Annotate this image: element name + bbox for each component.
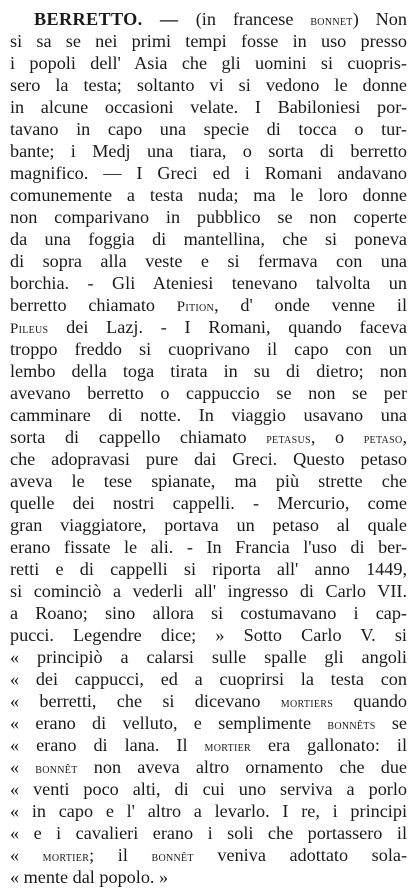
text-segment: pucci. Legendre dice; » Sotto Carlo V. si [10,625,407,645]
text-segment: non comparivano in pubblico se non coperte [10,207,407,227]
text-line [10,646,407,668]
text-line [10,96,407,118]
text-line [10,118,407,140]
text-segment: , d' onde venne il [214,295,407,315]
text-segment: da una foggia di mantellina, che si poneva [10,229,407,249]
text-segment: camminare di notte. In viaggio usavano una [10,405,407,425]
text-line [10,514,407,536]
text-segment: « principiò a calarsi sulle spalle gli angoli [10,647,407,667]
text-line [10,74,407,96]
text-segment: sorta di cappello chiamato [10,427,267,447]
text-line [10,602,407,624]
text-segment: a Roano; sino allora si costumavano i cap- [10,603,407,623]
small-caps-term: petasus [266,431,311,447]
text-segment: lembo della toga tirata in su di dietro; non [10,361,407,381]
text-segment: , o [310,427,364,447]
text-line [10,294,407,316]
small-caps-term: Pileus [10,321,49,337]
text-segment: quelle dei nostri cappelli. - Mercurio, come [10,493,407,513]
text-line [10,30,407,52]
text-line [10,184,407,206]
text-line [10,52,407,74]
text-segment: aveva le tese spianate, ma più strette che [10,471,407,491]
text-line [10,624,407,646]
small-caps-term: bonnêts [327,717,376,733]
text-line [10,338,407,360]
text-line [10,206,407,228]
text-segment: erano fissate le ali. - In Francia l'uso di ber- [10,537,407,557]
text-segment: veniva adottato sola- [193,845,407,865]
text-line [10,228,407,250]
text-segment: troppo freddo si cuoprivano il capo con un [10,339,407,359]
text-line [10,316,407,338]
text-segment: non aveva altro ornamento che due [77,757,408,777]
text-segment: che adopravasi pure dai Greci. Questo petaso [10,449,407,469]
text-line [10,800,407,822]
text-segment: « [10,845,43,865]
text-line [10,756,407,778]
text-line [10,558,407,580]
text-segment: « in capo e l' altro a levarlo. I re, i principi [10,801,407,821]
text-segment: borchia. - Gli Ateniesi tenevano talvolta un [10,273,407,293]
text-line [10,580,407,602]
text-segment: tavano in capo una specie di tocca o tur- [10,119,407,139]
small-caps-term: bonnêt [151,849,194,865]
text-segment: sero la testa; soltanto vi si vedono le donne [10,75,407,95]
article-heading-line [10,8,407,30]
text-segment: gran viaggiatore, portava un petaso al quale [10,515,407,535]
text-line [10,778,407,800]
text-segment: « venti poco alti, di cui uno serviva a porlo [10,779,407,799]
text-line [10,536,407,558]
text-segment: se [375,713,407,733]
text-segment: ) Non [352,9,407,29]
text-segment: « e i cavalieri erano i soli che portassero il [10,823,407,843]
text-line [10,360,407,382]
text-line [10,426,407,448]
text-segment: comunemente a testa nuda; ma le loro donne [10,185,407,205]
text-line [10,866,407,888]
text-line [10,404,407,426]
text-segment: berretto chiamato [10,295,177,315]
text-segment: « berretti, che si dicevano [10,691,281,711]
small-caps-term: bonnet [310,13,353,29]
text-line [10,382,407,404]
text-line [10,668,407,690]
text-segment: si sa se nei primi tempi fosse in uso presso [10,31,407,51]
text-line [10,690,407,712]
text-line [10,470,407,492]
text-line [10,250,407,272]
text-line [10,448,407,470]
text-segment: dei Lazj. - I Romani, quando faceva [48,317,407,337]
text-segment: , [402,427,408,447]
small-caps-term: mortier [204,739,251,755]
text-segment: « [10,757,36,777]
text-line [10,492,407,514]
article-text-column [10,8,407,888]
text-line [10,734,407,756]
text-segment: « erano di lana. Il [10,735,205,755]
small-caps-term: mortiers [280,695,334,711]
text-segment: di sopra alla veste e si fermava con una [10,251,407,271]
text-segment: era gallonato: il [251,735,407,755]
text-segment: ; il [89,845,152,865]
text-line [10,844,407,866]
text-segment: « mente dal popolo. » [10,867,169,887]
text-segment: « erano di velluto, e semplimente [10,713,328,733]
text-segment: « dei cappucci, ed a cuoprirsi la testa con [10,669,407,689]
article-headword: BERRETTO. — [34,9,196,29]
small-caps-term: bonnêt [35,761,78,777]
text-segment: quando [333,691,408,711]
text-line [10,140,407,162]
text-segment: bante; i Medj una tiara, o sorta di berretto [10,141,407,161]
text-segment: retti e di cappelli si riporta all' anno 1449, [10,559,407,579]
small-caps-term: mortier [42,849,90,865]
text-segment: in alcune occasioni velate. I Babiloniesi por- [10,97,407,117]
text-line [10,712,407,734]
text-line [10,162,407,184]
small-caps-term: Pition [176,299,215,315]
text-line [10,822,407,844]
small-caps-term: petaso [363,431,403,447]
text-segment: i popoli dell' Asia che gli uomini si cuopris- [10,53,407,73]
text-segment: avevano berretto o cappuccio se non se per [10,383,407,403]
text-segment: (in francese [195,9,311,29]
text-line [10,272,407,294]
text-segment: magnifico. — I Greci ed i Romani andavano [10,163,407,183]
text-segment: si cominciò a vederli all' ingresso di Carlo VII. [10,581,407,601]
